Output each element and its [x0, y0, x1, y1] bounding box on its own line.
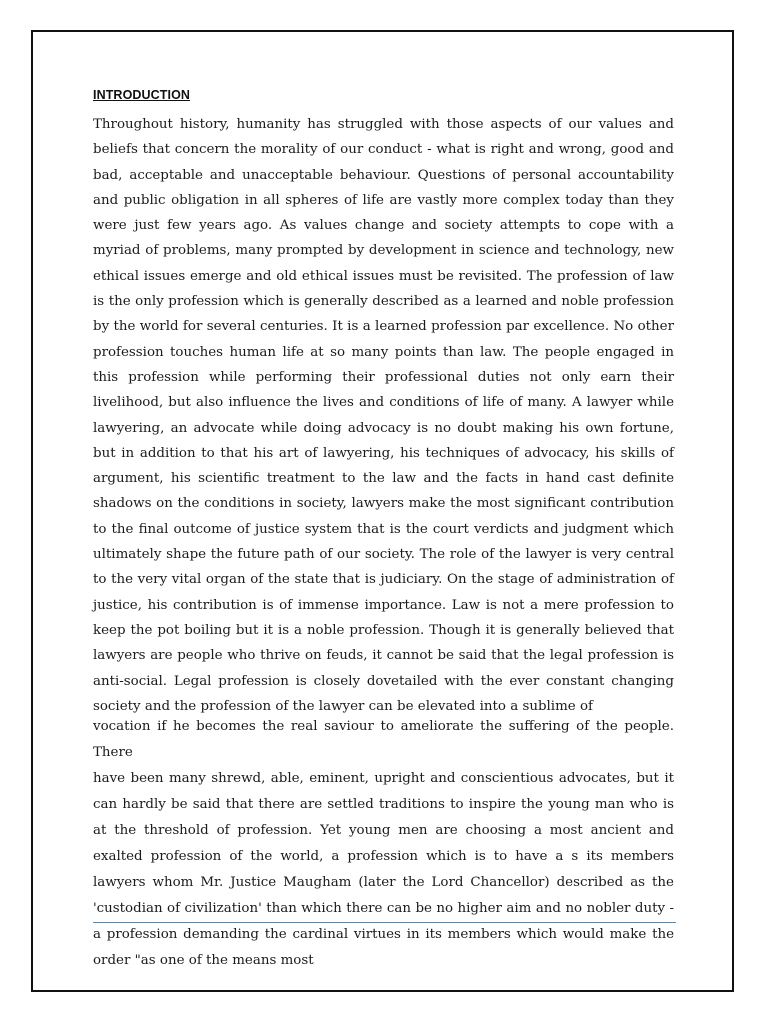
- intro-paragraph-1: Throughout history, humanity has struggled with those aspects of our values and beliefs that concern the morality of our conduct - what is right and wrong, good and bad, acceptable and unacceptable behaviour. Questions of personal accountability and public obligation in all spheres of life are vastly more complex today than they were just few years ago. As values change and society attempts to cope with a myriad of problems, many prompted by development in science and technology, new ethical issues emerge and old ethical issues must be revisited. The profession of law is the only profession which is generally described as a learned and noble profession by the world for several centuries. It is a learned profession par excellence. No other profession touches human life at so many points than law. The people engaged in this profession while performing their professional duties not only earn their livelihood, but also influence the lives and conditions of life of many. A lawyer while lawyering, an advocate while doing advocacy is no doubt making his own fortune, but in addition to that his art of lawyering, his techniques of advocacy, his skills of argument, his scientific treatment to the law and the facts in hand cast definite shadows on the conditions in society, lawyers make the most significant contribution to the final outcome of justice system that is the court verdicts and judgment which ultimately shape the future path of our society. The role of the lawyer is very central to the very vital organ of the state that is judiciary. On the stage of administration of justice, his contribution is of immense importance. Law is not a mere profession to keep the pot boiling but it is a noble profession. Though it is generally believed that lawyers are people who thrive on feuds, it cannot be said that the legal profession is anti-social. Legal profession is closely dovetailed with the ever constant changing society and the profession of the lawyer can be elevated into a sublime of: [93, 117, 674, 714]
- paragraph-2-first-line: vocation if he becomes the real saviour to ameliorate the suffering of the people. There: [93, 719, 674, 760]
- footnote-separator-line: [93, 922, 676, 923]
- paragraph-2-body: have been many shrewd, able, eminent, upright and conscientious advocates, but it can hardly be said that there are settled traditions to inspire the young man who is at the threshold of profession. Yet young men are choosing a most ancient and exalted profession of the world, a profession which is to have a s its members lawyers whom Mr. Justice Maugham (later the Lord Chancellor) described as the 'custodian of civilization' than which there can be no higher aim and no nobler duty - a profession demanding the cardinal virtues in its members which would make the order "as one of the means most: [93, 771, 674, 968]
- section-heading: INTRODUCTION: [93, 88, 191, 102]
- intro-paragraph-2: [93, 714, 674, 974]
